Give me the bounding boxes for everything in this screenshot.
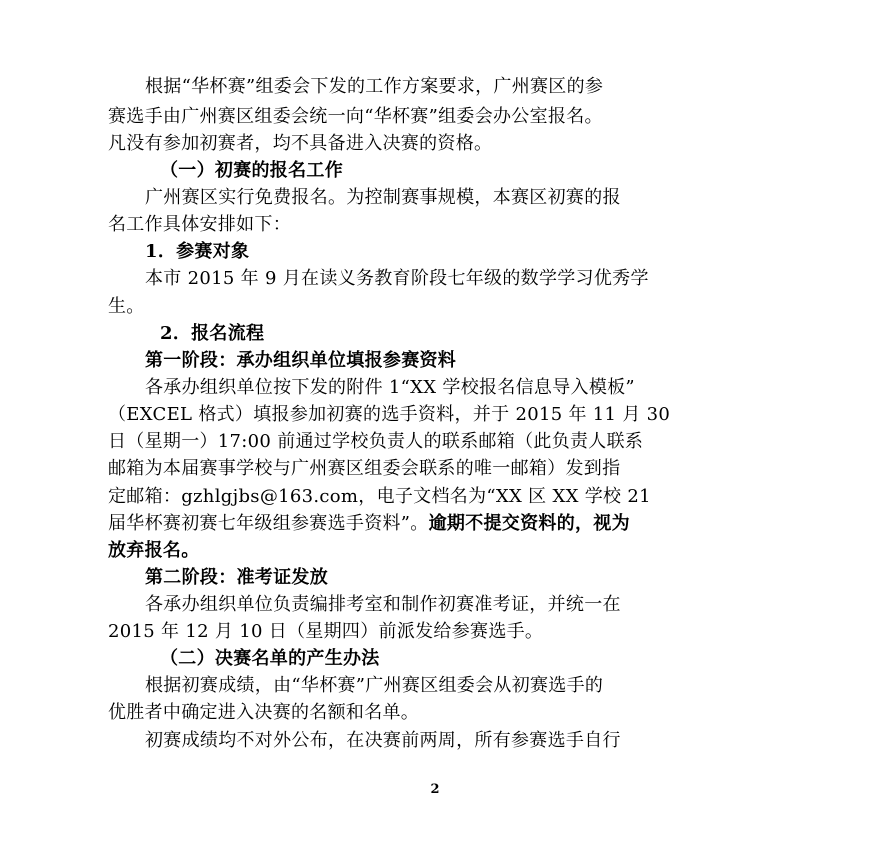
page-number: 2: [430, 782, 440, 797]
emphasis-text: 逾期不提交资料的，视为: [428, 513, 630, 534]
paragraph-text: 届华杯赛初赛七年级组参赛选手资料”。: [108, 513, 429, 534]
paragraph-line: [108, 511, 768, 537]
paragraph-line: 2015 年 12 月 10 日（星期四）前派发给参赛选手。: [108, 621, 544, 642]
paragraph-line: 定邮箱：gzhlgjbs@163.com，电子文档名为“XX 区 XX 学校 21: [108, 486, 651, 507]
paragraph-line: 赛选手由广州赛区组委会统一向“华杯赛”组委会办公室报名。: [108, 106, 603, 127]
paragraph-line: （EXCEL 格式）填报参加初赛的选手资料，并于 2015 年 11 月 30: [108, 404, 671, 425]
paragraph-line: 各承办组织单位负责编排考室和制作初赛准考证，并统一在: [145, 594, 621, 615]
paragraph-line: 日（星期一）17:00 前通过学校负责人的联系邮箱（此负责人联系: [108, 431, 644, 452]
paragraph-line: 根据“华杯赛”组委会下发的工作方案要求，广州赛区的参: [145, 76, 604, 97]
paragraph-line: 广州赛区实行免费报名。为控制赛事规模，本赛区初赛的报: [145, 187, 621, 208]
paragraph-line: 邮箱为本届赛事学校与广州赛区组委会联系的唯一邮箱）发到指: [108, 458, 621, 479]
paragraph-line: 根据初赛成绩，由“华杯赛”广州赛区组委会从初赛选手的: [145, 675, 604, 696]
section-heading: （二）决赛名单的产生办法: [160, 648, 380, 669]
stage-heading: 第一阶段：承办组织单位填报参赛资料: [145, 350, 457, 371]
section-heading: （一）初赛的报名工作: [160, 160, 343, 181]
paragraph-line: 生。: [108, 296, 145, 317]
subsection-heading: 2．报名流程: [160, 323, 265, 344]
paragraph-line: 各承办组织单位按下发的附件 1“XX 学校报名信息导入模板”: [145, 377, 635, 398]
subsection-heading: 1．参赛对象: [145, 241, 250, 262]
stage-heading: 第二阶段：准考证发放: [145, 567, 328, 588]
paragraph-line: 优胜者中确定进入决赛的名额和名单。: [108, 702, 420, 723]
paragraph-line: 初赛成绩均不对外公布，在决赛前两周，所有参赛选手自行: [145, 730, 621, 751]
paragraph-line: 名工作具体安排如下：: [108, 214, 291, 235]
emphasis-line: 放弃报名。: [108, 540, 200, 561]
paragraph-line: 本市 2015 年 9 月在读义务教育阶段七年级的数学学习优秀学: [145, 268, 649, 289]
paragraph-line: 凡没有参加初赛者，均不具备进入决赛的资格。: [108, 133, 493, 154]
